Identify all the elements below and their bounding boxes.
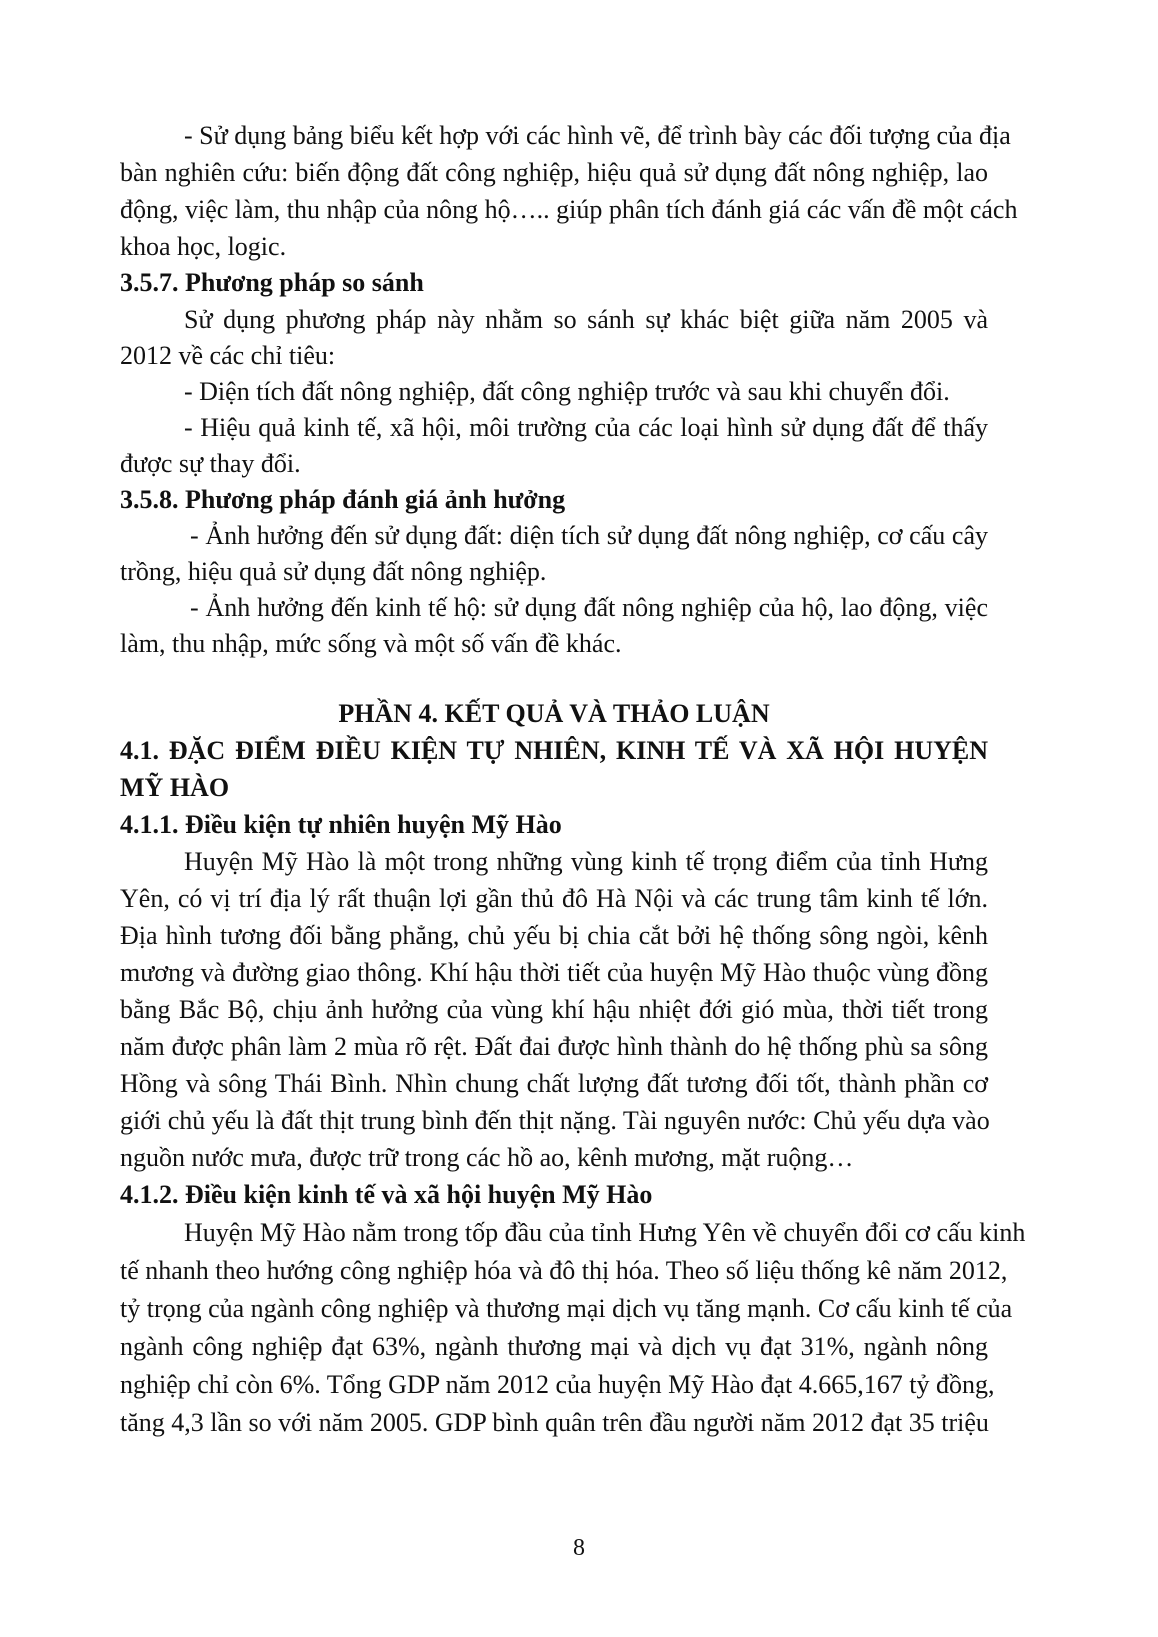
para-line: - Sử dụng bảng biểu kết hợp với các hình vẽ, để trình bày các đối tượng của địa bbox=[184, 121, 1011, 150]
para-line: nghiệp chỉ còn 6%. Tổng GDP năm 2012 của huyện Mỹ Hào đạt 4.665,167 tỷ đồng, bbox=[120, 1370, 995, 1399]
para-line: giới chủ yếu là đất thịt trung bình đến thịt nặng. Tài nguyên nước: Chủ yếu dựa vào bbox=[120, 1106, 990, 1135]
para-line: động, việc làm, thu nhập của nông hộ….. giúp phân tích đánh giá các vấn đề một cách bbox=[120, 195, 1018, 224]
para-line: tăng 4,3 lần so với năm 2005. GDP bình quân trên đầu người năm 2012 đạt 35 triệu bbox=[120, 1408, 989, 1437]
para-line: Huyện Mỹ Hào là một trong những vùng kinh tế trọng điểm của tỉnh Hưng bbox=[184, 847, 988, 876]
para-line: khoa học, logic. bbox=[120, 232, 287, 261]
para-line: ngành công nghiệp đạt 63%, ngành thương mại và dịch vụ đạt 31%, ngành nông bbox=[120, 1332, 988, 1361]
bullet-item: - Diện tích đất nông nghiệp, đất công nghiệp trước và sau khi chuyển đổi. bbox=[184, 377, 950, 406]
bullet-item-continued: được sự thay đổi. bbox=[120, 449, 301, 478]
para-line: 2012 về các chỉ tiêu: bbox=[120, 341, 336, 370]
para-line: bàn nghiên cứu: biến động đất công nghiệp, hiệu quả sử dụng đất nông nghiệp, lao bbox=[120, 158, 988, 187]
para-line: Địa hình tương đối bằng phẳng, chủ yếu bị chia cắt bởi hệ thống sông ngòi, kênh bbox=[120, 921, 988, 950]
section-heading: 4.1.1. Điều kiện tự nhiên huyện Mỹ Hào bbox=[120, 810, 562, 839]
page-number: 8 bbox=[573, 1535, 585, 1561]
para-line: tế nhanh theo hướng công nghiệp hóa và đô thị hóa. Theo số liệu thống kê năm 2012, bbox=[120, 1256, 1008, 1285]
section-heading: 3.5.8. Phương pháp đánh giá ảnh hưởng bbox=[120, 485, 566, 514]
bullet-item: - Hiệu quả kinh tế, xã hội, môi trường của các loại hình sử dụng đất để thấy bbox=[184, 413, 988, 442]
para-line: nguồn nước mưa, được trữ trong các hồ ao, kênh mương, mặt ruộng… bbox=[120, 1143, 854, 1172]
para-line: Yên, có vị trí địa lý rất thuận lợi gần thủ đô Hà Nội và các trung tâm kinh tế lớn. bbox=[120, 884, 988, 913]
part-title: PHẦN 4. KẾT QUẢ VÀ THẢO LUẬN bbox=[338, 699, 770, 728]
bullet-item: - Ảnh hưởng đến kinh tế hộ: sử dụng đất nông nghiệp của hộ, lao động, việc bbox=[190, 593, 988, 622]
para-line: bằng Bắc Bộ, chịu ảnh hưởng của vùng khí hậu nhiệt đới gió mùa, thời tiết trong bbox=[120, 995, 988, 1024]
para-line: tỷ trọng của ngành công nghiệp và thương mại dịch vụ tăng mạnh. Cơ cấu kinh tế của bbox=[120, 1294, 1013, 1323]
para-line: mương và đường giao thông. Khí hậu thời tiết của huyện Mỹ Hào thuộc vùng đồng bbox=[120, 958, 988, 987]
section-heading: 4.1.2. Điều kiện kinh tế và xã hội huyện Mỹ Hào bbox=[120, 1180, 653, 1209]
para-line: năm được phân làm 2 mùa rõ rệt. Đất đai được hình thành do hệ thống phù sa sông bbox=[120, 1032, 988, 1061]
para-line: Huyện Mỹ Hào nằm trong tốp đầu của tỉnh Hưng Yên về chuyển đổi cơ cấu kinh bbox=[184, 1218, 1026, 1247]
bullet-item-continued: trồng, hiệu quả sử dụng đất nông nghiệp. bbox=[120, 557, 547, 586]
chapter-heading-continued: MỸ HÀO bbox=[120, 773, 230, 802]
section-heading: 3.5.7. Phương pháp so sánh bbox=[120, 268, 424, 297]
bullet-item-continued: làm, thu nhập, mức sống và một số vấn đề khác. bbox=[120, 629, 622, 658]
para-line: Hồng và sông Thái Bình. Nhìn chung chất lượng đất tương đối tốt, thành phần cơ bbox=[120, 1069, 988, 1098]
bullet-item: - Ảnh hưởng đến sử dụng đất: diện tích sử dụng đất nông nghiệp, cơ cấu cây bbox=[190, 521, 988, 550]
chapter-heading: 4.1. ĐẶC ĐIỂM ĐIỀU KIỆN TỰ NHIÊN, KINH TẾ VÀ XÃ HỘI HUYỆN bbox=[120, 736, 988, 765]
para-line: Sử dụng phương pháp này nhằm so sánh sự khác biệt giữa năm 2005 và bbox=[184, 305, 988, 334]
